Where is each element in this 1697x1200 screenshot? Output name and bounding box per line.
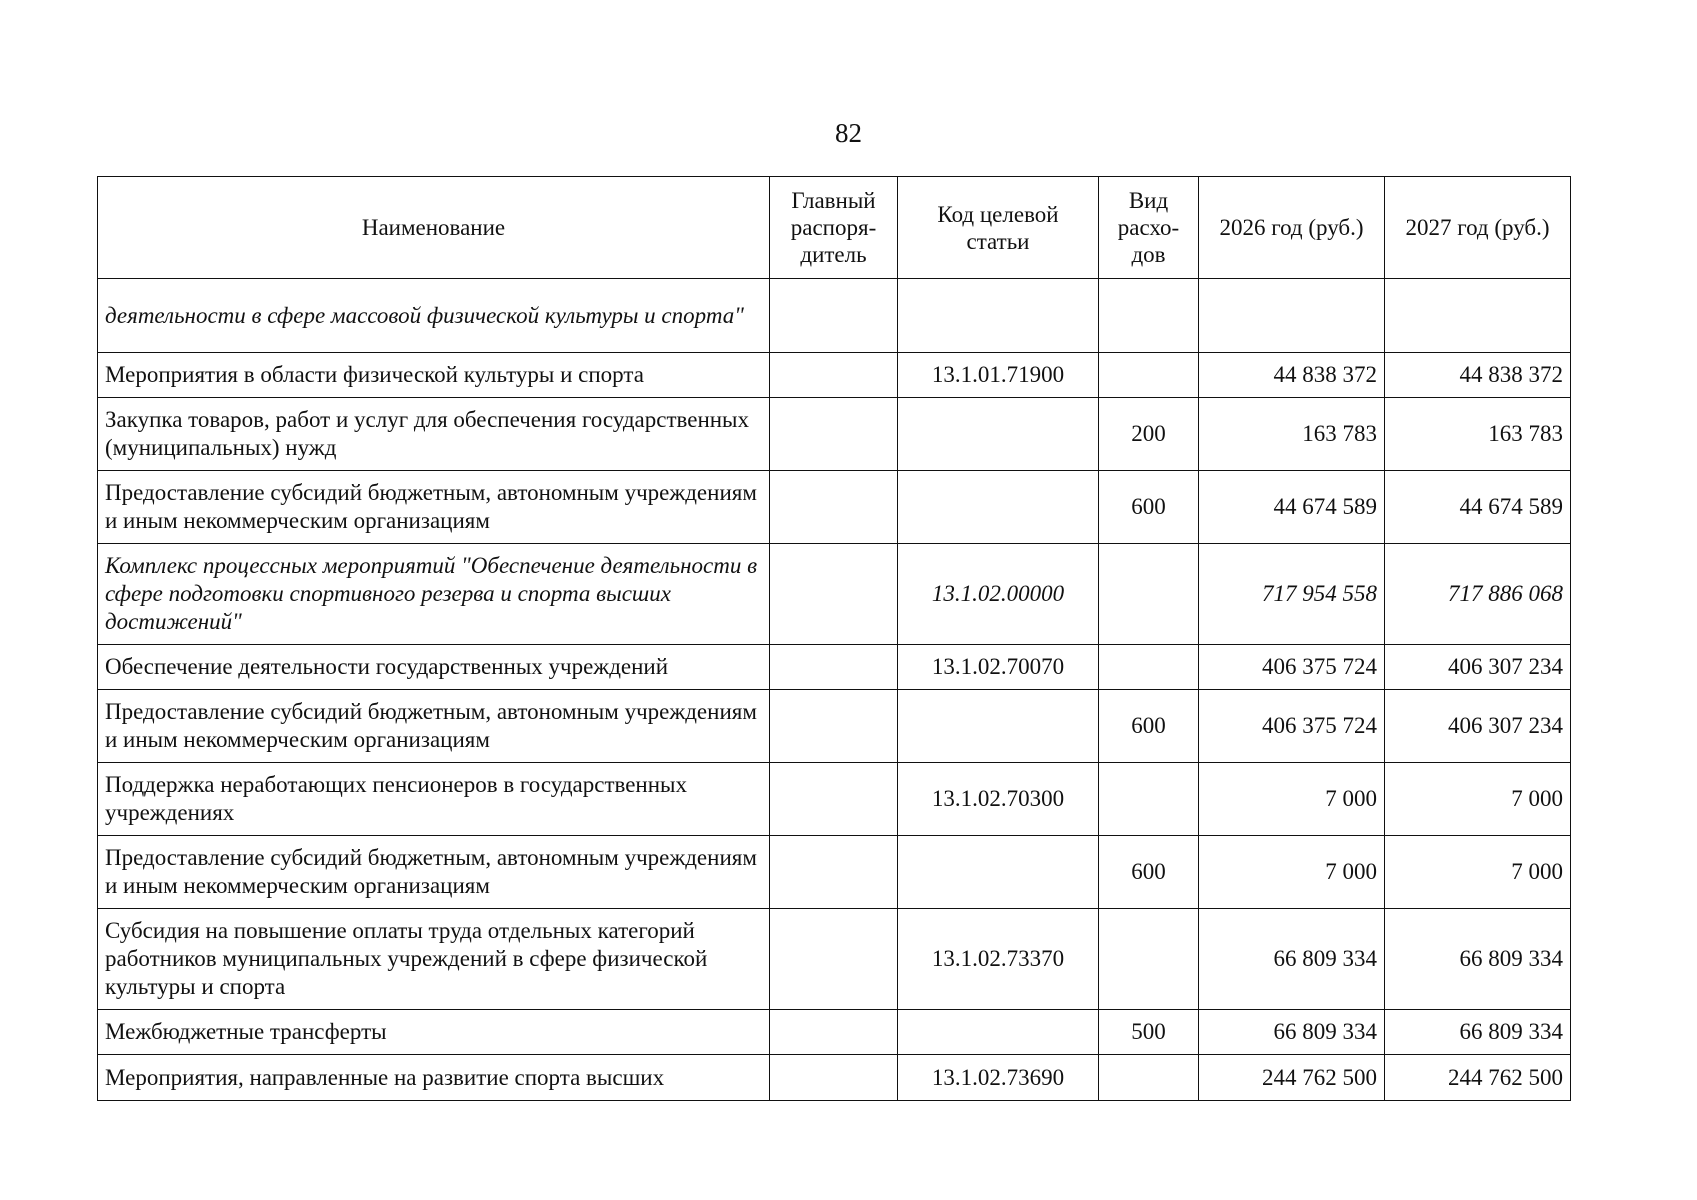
cell-2026: 7 000 <box>1199 763 1385 836</box>
table-row <box>98 645 1571 690</box>
cell-name: Предоставление субсидий бюджетным, автономным учреждениям и иным некоммерческим организациям <box>98 836 770 909</box>
cell-type <box>1099 763 1199 836</box>
table-row <box>98 471 1571 544</box>
cell-code: 13.1.02.00000 <box>898 544 1099 645</box>
cell-2027: 406 307 234 <box>1385 690 1571 763</box>
cell-type: 600 <box>1099 836 1199 909</box>
cell-2027: 44 674 589 <box>1385 471 1571 544</box>
cell-manager <box>770 353 898 398</box>
cell-type: 600 <box>1099 690 1199 763</box>
table-row <box>98 544 1571 645</box>
cell-manager <box>770 690 898 763</box>
table-row <box>98 353 1571 398</box>
header-2026: 2026 год (руб.) <box>1199 177 1385 279</box>
cell-code <box>898 1010 1099 1055</box>
cell-2026: 406 375 724 <box>1199 690 1385 763</box>
cell-2026: 7 000 <box>1199 836 1385 909</box>
cell-type <box>1099 353 1199 398</box>
cell-manager <box>770 645 898 690</box>
table-row <box>98 279 1571 353</box>
cell-type: 500 <box>1099 1010 1199 1055</box>
cell-2026: 244 762 500 <box>1199 1055 1385 1101</box>
cell-2027: 244 762 500 <box>1385 1055 1571 1101</box>
cell-manager <box>770 909 898 1010</box>
cell-2027: 163 783 <box>1385 398 1571 471</box>
cell-type <box>1099 279 1199 353</box>
cell-code <box>898 690 1099 763</box>
cell-name: деятельности в сфере массовой физической культуры и спорта" <box>98 279 770 353</box>
table-row <box>98 690 1571 763</box>
page-number: 82 <box>835 118 862 148</box>
cell-2027: 717 886 068 <box>1385 544 1571 645</box>
cell-code: 13.1.01.71900 <box>898 353 1099 398</box>
cell-2027 <box>1385 279 1571 353</box>
header-code: Код целевой статьи <box>898 177 1099 279</box>
header-type: Вид расхо-дов <box>1099 177 1199 279</box>
cell-code: 13.1.02.73690 <box>898 1055 1099 1101</box>
cell-2027: 44 838 372 <box>1385 353 1571 398</box>
table-row <box>98 763 1571 836</box>
cell-type: 600 <box>1099 471 1199 544</box>
cell-2026: 44 838 372 <box>1199 353 1385 398</box>
cell-name: Комплекс процессных мероприятий "Обеспечение деятельности в сфере подготовки спортивного резерва и спорта высших достижений" <box>98 544 770 645</box>
header-manager: Главный распоря-дитель <box>770 177 898 279</box>
cell-name: Обеспечение деятельности государственных учреждений <box>98 645 770 690</box>
cell-type: 200 <box>1099 398 1199 471</box>
cell-code <box>898 279 1099 353</box>
cell-manager <box>770 1010 898 1055</box>
cell-2026: 406 375 724 <box>1199 645 1385 690</box>
cell-code: 13.1.02.70300 <box>898 763 1099 836</box>
table-row <box>98 909 1571 1010</box>
cell-name: Предоставление субсидий бюджетным, автономным учреждениям и иным некоммерческим организациям <box>98 690 770 763</box>
cell-manager <box>770 836 898 909</box>
cell-code: 13.1.02.73370 <box>898 909 1099 1010</box>
table-row <box>98 1055 1571 1101</box>
cell-code <box>898 471 1099 544</box>
table-row <box>98 836 1571 909</box>
cell-2026: 163 783 <box>1199 398 1385 471</box>
cell-manager <box>770 544 898 645</box>
cell-code <box>898 836 1099 909</box>
cell-2027: 66 809 334 <box>1385 909 1571 1010</box>
header-2027: 2027 год (руб.) <box>1385 177 1571 279</box>
cell-manager <box>770 763 898 836</box>
cell-manager <box>770 279 898 353</box>
cell-code <box>898 398 1099 471</box>
cell-type <box>1099 909 1199 1010</box>
cell-2026: 44 674 589 <box>1199 471 1385 544</box>
cell-name: Мероприятия, направленные на развитие спорта высших <box>98 1055 770 1101</box>
cell-manager <box>770 398 898 471</box>
table-row <box>98 1010 1571 1055</box>
cell-code: 13.1.02.70070 <box>898 645 1099 690</box>
cell-name: Предоставление субсидий бюджетным, автономным учреждениям и иным некоммерческим организациям <box>98 471 770 544</box>
cell-name: Поддержка неработающих пенсионеров в государственных учреждениях <box>98 763 770 836</box>
cell-2027: 7 000 <box>1385 763 1571 836</box>
cell-manager <box>770 471 898 544</box>
cell-2027: 406 307 234 <box>1385 645 1571 690</box>
cell-2027: 66 809 334 <box>1385 1010 1571 1055</box>
cell-name: Субсидия на повышение оплаты труда отдельных категорий работников муниципальных учреждений в сфере физической культуры и спорта <box>98 909 770 1010</box>
table-row <box>98 398 1571 471</box>
cell-type <box>1099 544 1199 645</box>
header-name: Наименование <box>98 177 770 279</box>
cell-2026 <box>1199 279 1385 353</box>
cell-manager <box>770 1055 898 1101</box>
cell-2026: 66 809 334 <box>1199 909 1385 1010</box>
cell-2027: 7 000 <box>1385 836 1571 909</box>
cell-name: Закупка товаров, работ и услуг для обеспечения государственных (муниципальных) нужд <box>98 398 770 471</box>
cell-name: Мероприятия в области физической культуры и спорта <box>98 353 770 398</box>
table-header-row <box>98 177 1571 279</box>
cell-2026: 717 954 558 <box>1199 544 1385 645</box>
cell-type <box>1099 645 1199 690</box>
cell-name: Межбюджетные трансферты <box>98 1010 770 1055</box>
budget-table <box>97 176 1571 1101</box>
cell-2026: 66 809 334 <box>1199 1010 1385 1055</box>
cell-type <box>1099 1055 1199 1101</box>
